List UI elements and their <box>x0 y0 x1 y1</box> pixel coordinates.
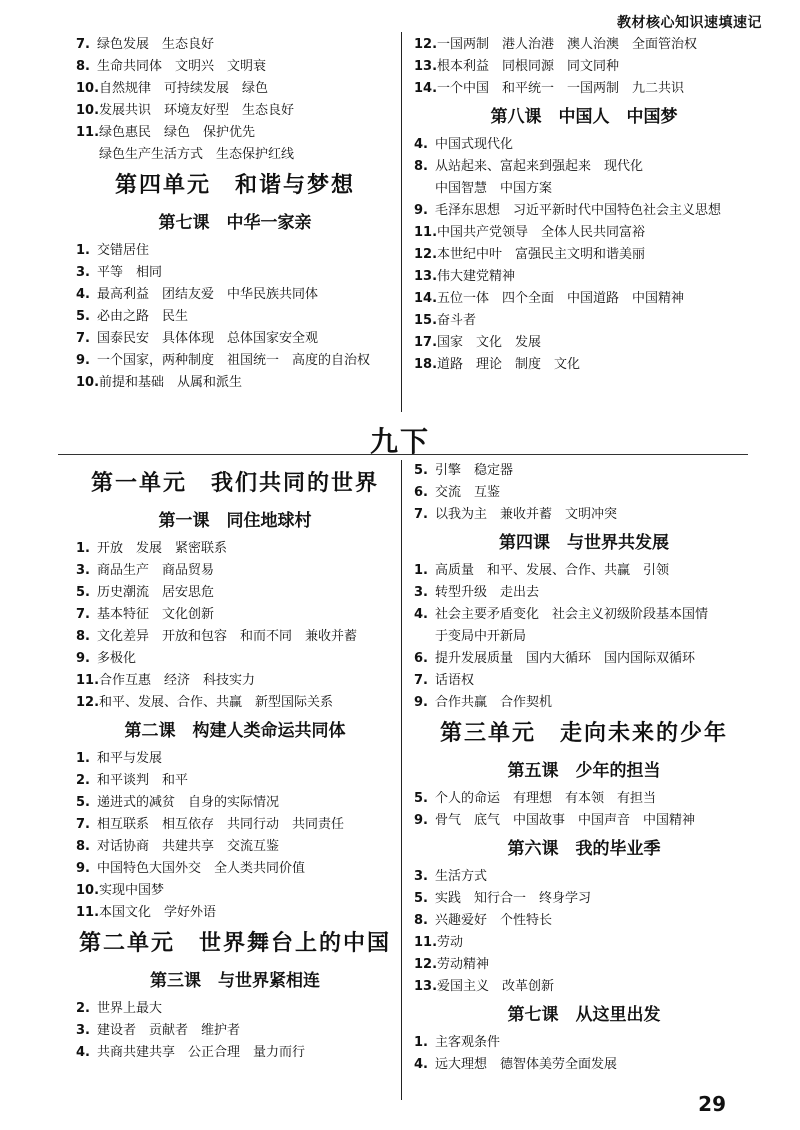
item-answer: 自然规律 可持续发展 绿色 <box>99 81 269 96</box>
lesson-heading: 第二课 构建人类命运共同体 <box>124 721 346 741</box>
column-divider <box>401 32 402 412</box>
answer-item <box>76 122 394 144</box>
item-answer: 兴趣爱好 个性特长 <box>435 913 553 928</box>
answer-item <box>414 332 754 354</box>
item-number: 3. <box>414 585 428 600</box>
answer-item <box>414 648 754 670</box>
answer-item <box>76 78 394 100</box>
answer-item <box>76 262 394 284</box>
answer-item <box>76 770 394 792</box>
item-answer: 转型升级 走出去 <box>435 585 540 600</box>
item-number: 14. <box>414 291 438 306</box>
answer-item <box>414 866 754 888</box>
item-number: 10. <box>76 883 100 898</box>
top-left-column <box>76 34 394 394</box>
item-number: 1. <box>76 751 90 766</box>
item-number: 5. <box>76 309 90 324</box>
answer-item <box>414 222 754 244</box>
answer-item <box>414 1032 754 1054</box>
item-answer: 骨气 底气 中国故事 中国声音 中国精神 <box>435 813 696 828</box>
item-number: 1. <box>76 243 90 258</box>
answer-item <box>414 200 754 222</box>
answer-item <box>76 1020 394 1042</box>
item-number: 11. <box>76 905 100 920</box>
answer-item <box>414 78 754 100</box>
item-answer: 远大理想 德智体美劳全面发展 <box>435 1057 618 1072</box>
item-answer: 中国特色大国外交 全人类共同价值 <box>97 861 306 876</box>
item-answer: 开放 发展 紧密联系 <box>97 541 228 556</box>
answer-item <box>76 1042 394 1064</box>
item-number: 8. <box>414 159 428 174</box>
answer-item <box>414 932 754 954</box>
item-answer: 对话协商 共建共享 交流互鉴 <box>97 839 280 854</box>
item-answer: 高质量 和平、发展、合作、共赢 引领 <box>435 563 670 578</box>
item-answer: 生命共同体 文明兴 文明衰 <box>97 59 267 74</box>
answer-item <box>414 482 754 504</box>
item-answer: 五位一体 四个全面 中国道路 中国精神 <box>437 291 685 306</box>
item-answer: 道路 理论 制度 文化 <box>437 357 581 372</box>
item-answer: 递进式的减贫 自身的实际情况 <box>97 795 280 810</box>
item-answer: 基本特征 文化创新 <box>97 607 215 622</box>
item-answer: 个人的命运 有理想 有本领 有担当 <box>435 791 657 806</box>
answer-continuation: 绿色生产生活方式 生态保护红线 <box>99 147 295 162</box>
item-number: 9. <box>414 813 428 828</box>
item-number: 6. <box>414 651 428 666</box>
answer-item <box>76 792 394 814</box>
item-number: 11. <box>414 935 438 950</box>
item-answer: 世界上最大 <box>97 1001 163 1016</box>
answer-item <box>414 692 754 714</box>
item-answer: 和平、发展、合作、共赢 新型国际关系 <box>99 695 334 710</box>
answer-item <box>414 354 754 376</box>
item-number: 7. <box>414 673 428 688</box>
item-answer: 实践 知行合一 终身学习 <box>435 891 592 906</box>
item-number: 9. <box>76 651 90 666</box>
answer-item <box>414 670 754 692</box>
answer-item <box>414 134 754 156</box>
answer-item <box>414 976 754 998</box>
item-answer: 和平谈判 和平 <box>97 773 189 788</box>
answer-continuation: 中国智慧 中国方案 <box>435 181 553 196</box>
item-answer: 主客观条件 <box>435 1035 501 1050</box>
answer-item <box>76 350 394 372</box>
answer-item <box>414 954 754 976</box>
item-number: 1. <box>414 1035 428 1050</box>
unit-heading: 第三单元 走向未来的少年 <box>439 721 728 746</box>
item-number: 11. <box>76 125 100 140</box>
item-number: 9. <box>414 203 428 218</box>
item-answer: 合作互惠 经济 科技实力 <box>99 673 256 688</box>
answer-item <box>414 788 754 810</box>
item-answer: 相互联系 相互依存 共同行动 共同责任 <box>97 817 345 832</box>
item-number: 5. <box>414 791 428 806</box>
answer-item <box>76 34 394 56</box>
item-number: 7. <box>76 817 90 832</box>
item-number: 9. <box>414 695 428 710</box>
item-answer: 共商共建共享 公正合理 量力而行 <box>97 1045 306 1060</box>
unit-heading: 第四单元 和谐与梦想 <box>114 173 355 198</box>
item-number: 18. <box>414 357 438 372</box>
item-number: 12. <box>414 957 438 972</box>
answer-item <box>414 156 754 178</box>
item-number: 9. <box>76 353 90 368</box>
answer-item <box>76 604 394 626</box>
item-answer: 绿色惠民 绿色 保护优先 <box>99 125 256 140</box>
item-number: 13. <box>414 979 438 994</box>
item-number: 10. <box>76 375 100 390</box>
item-answer: 中国共产党领导 全体人民共同富裕 <box>437 225 646 240</box>
item-number: 8. <box>414 913 428 928</box>
answer-item <box>76 858 394 880</box>
item-answer: 国泰民安 具体体现 总体国家安全观 <box>97 331 319 346</box>
answer-item <box>414 244 754 266</box>
item-answer: 引擎 稳定器 <box>435 463 514 478</box>
answer-item <box>76 648 394 670</box>
item-number: 7. <box>414 507 428 522</box>
item-number: 5. <box>414 891 428 906</box>
answer-item <box>414 560 754 582</box>
answer-item <box>76 626 394 648</box>
top-right-column <box>414 34 754 376</box>
answer-item <box>414 1054 754 1076</box>
item-number: 10. <box>76 81 100 96</box>
section-divider <box>58 454 748 455</box>
item-answer: 发展共识 环境友好型 生态良好 <box>99 103 295 118</box>
item-answer: 绿色发展 生态良好 <box>97 37 215 52</box>
answer-item <box>76 880 394 902</box>
item-number: 7. <box>76 37 90 52</box>
item-answer: 劳动精神 <box>437 957 490 972</box>
item-number: 2. <box>76 1001 90 1016</box>
item-number: 5. <box>76 795 90 810</box>
item-number: 8. <box>76 59 90 74</box>
item-number: 1. <box>414 563 428 578</box>
item-answer: 以我为主 兼收并蓄 文明冲突 <box>435 507 618 522</box>
item-answer: 根本利益 同根同源 同文同种 <box>437 59 620 74</box>
item-answer: 生活方式 <box>435 869 488 884</box>
answer-item <box>414 288 754 310</box>
item-answer: 必由之路 民生 <box>97 309 189 324</box>
item-answer: 中国式现代化 <box>435 137 514 152</box>
answer-item <box>414 582 754 604</box>
answer-item <box>76 692 394 714</box>
item-answer: 毛泽东思想 习近平新时代中国特色社会主义思想 <box>435 203 722 218</box>
item-answer: 一个中国 和平统一 一国两制 九二共识 <box>437 81 685 96</box>
page-number: 29 <box>698 1092 726 1116</box>
item-number: 9. <box>76 861 90 876</box>
item-number: 11. <box>414 225 438 240</box>
answer-item <box>76 748 394 770</box>
answer-item <box>414 34 754 56</box>
item-answer: 前提和基础 从属和派生 <box>99 375 243 390</box>
item-number: 12. <box>76 695 100 710</box>
item-answer: 最高利益 团结友爱 中华民族共同体 <box>97 287 319 302</box>
item-answer: 和平与发展 <box>97 751 163 766</box>
item-number: 8. <box>76 629 90 644</box>
answer-item <box>76 284 394 306</box>
answer-item <box>414 504 754 526</box>
item-answer: 合作共赢 合作契机 <box>435 695 553 710</box>
item-number: 3. <box>76 563 90 578</box>
answer-item <box>414 310 754 332</box>
lesson-heading: 第五课 少年的担当 <box>507 761 661 781</box>
lesson-heading: 第七课 从这里出发 <box>507 1005 661 1025</box>
item-answer: 社会主要矛盾变化 社会主义初级阶段基本国情 <box>435 607 709 622</box>
item-answer: 交错居住 <box>97 243 150 258</box>
grade-title: 九下 <box>369 425 430 458</box>
answer-item <box>76 998 394 1020</box>
item-number: 15. <box>414 313 438 328</box>
item-number: 4. <box>414 1057 428 1072</box>
item-number: 3. <box>76 265 90 280</box>
running-header: 教材核心知识速填速记 <box>617 15 762 31</box>
answer-continuation: 于变局中开新局 <box>435 629 527 644</box>
item-answer: 劳动 <box>437 935 464 950</box>
bottom-right-column <box>414 460 754 1076</box>
item-number: 4. <box>414 607 428 622</box>
answer-item <box>414 810 754 832</box>
item-number: 3. <box>76 1023 90 1038</box>
answer-item <box>76 560 394 582</box>
answer-item <box>76 372 394 394</box>
answer-item <box>414 460 754 482</box>
answer-item <box>76 902 394 924</box>
lesson-heading: 第四课 与世界共发展 <box>499 533 669 553</box>
lesson-heading: 第一课 同住地球村 <box>158 511 312 531</box>
item-answer: 一国两制 港人治港 澳人治澳 全面管治权 <box>437 37 698 52</box>
item-number: 7. <box>76 331 90 346</box>
item-answer: 平等 相同 <box>97 265 163 280</box>
item-answer: 多极化 <box>97 651 137 666</box>
answer-item <box>76 814 394 836</box>
item-number: 4. <box>76 1045 90 1060</box>
answer-item <box>76 328 394 350</box>
item-answer: 提升发展质量 国内大循环 国内国际双循环 <box>435 651 696 666</box>
item-number: 5. <box>76 585 90 600</box>
answer-item <box>414 604 754 626</box>
item-number: 13. <box>414 59 438 74</box>
item-number: 6. <box>414 485 428 500</box>
item-answer: 文化差异 开放和包容 和而不同 兼收并蓄 <box>97 629 358 644</box>
lesson-heading: 第七课 中华一家亲 <box>158 213 312 233</box>
item-answer: 实现中国梦 <box>99 883 165 898</box>
answer-item <box>76 582 394 604</box>
item-answer: 本世纪中叶 富强民主文明和谐美丽 <box>437 247 646 262</box>
bottom-left-column <box>76 464 394 1064</box>
item-answer: 国家 文化 发展 <box>437 335 542 350</box>
unit-heading: 第一单元 我们共同的世界 <box>90 471 379 496</box>
item-number: 4. <box>414 137 428 152</box>
item-answer: 建设者 贡献者 维护者 <box>97 1023 241 1038</box>
item-number: 4. <box>76 287 90 302</box>
item-answer: 话语权 <box>435 673 475 688</box>
answer-item <box>76 836 394 858</box>
item-answer: 伟大建党精神 <box>437 269 516 284</box>
answer-item <box>76 100 394 122</box>
item-number: 2. <box>76 773 90 788</box>
item-answer: 奋斗者 <box>437 313 477 328</box>
answer-item <box>76 538 394 560</box>
item-number: 1. <box>76 541 90 556</box>
unit-heading: 第二单元 世界舞台上的中国 <box>78 931 391 956</box>
item-number: 3. <box>414 869 428 884</box>
item-number: 13. <box>414 269 438 284</box>
item-number: 7. <box>76 607 90 622</box>
lesson-heading: 第三课 与世界紧相连 <box>150 971 320 991</box>
item-number: 10. <box>76 103 100 118</box>
answer-item <box>76 670 394 692</box>
item-number: 5. <box>414 463 428 478</box>
answer-item <box>76 240 394 262</box>
item-number: 14. <box>414 81 438 96</box>
lesson-heading: 第六课 我的毕业季 <box>507 839 661 859</box>
item-answer: 爱国主义 改革创新 <box>437 979 555 994</box>
item-number: 12. <box>414 37 438 52</box>
item-answer: 本国文化 学好外语 <box>99 905 217 920</box>
item-number: 17. <box>414 335 438 350</box>
lesson-heading: 第八课 中国人 中国梦 <box>490 107 678 127</box>
answer-item <box>76 306 394 328</box>
item-number: 8. <box>76 839 90 854</box>
item-number: 11. <box>76 673 100 688</box>
item-answer: 历史潮流 居安思危 <box>97 585 215 600</box>
answer-item <box>414 910 754 932</box>
item-answer: 商品生产 商品贸易 <box>97 563 215 578</box>
item-answer: 一个国家，两种制度 祖国统一 高度的自治权 <box>97 353 371 368</box>
column-divider-lower <box>401 460 402 1100</box>
answer-item <box>414 888 754 910</box>
item-number: 12. <box>414 247 438 262</box>
item-answer: 交流 互鉴 <box>435 485 501 500</box>
item-answer: 从站起来、富起来到强起来 现代化 <box>435 159 644 174</box>
answer-item <box>76 56 394 78</box>
answer-item <box>414 266 754 288</box>
answer-item <box>414 56 754 78</box>
